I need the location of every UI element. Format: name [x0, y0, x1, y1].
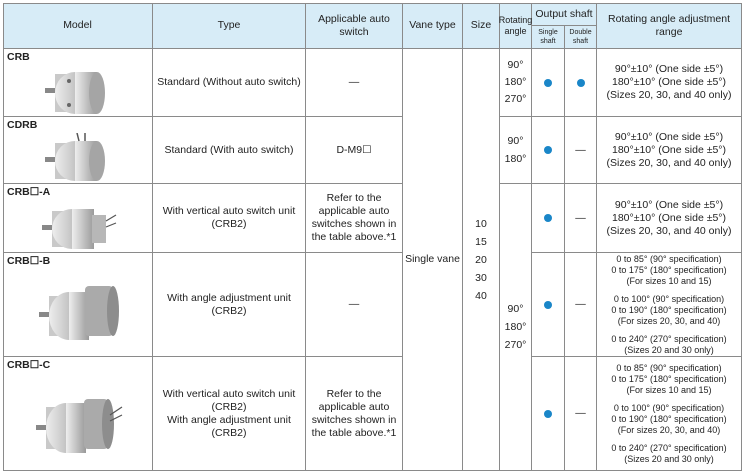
type-line: (CRB2) [211, 218, 247, 230]
size-value: 40 [475, 289, 487, 302]
header-double-shaft: Double shaft [565, 26, 597, 49]
rotary-actuator-icon [36, 201, 120, 251]
angle-value: 180° [504, 76, 527, 88]
switch-line: applicable auto [318, 400, 390, 413]
row-cdrb-auto-switch: D-M9☐ [306, 117, 403, 184]
row-crb-auto-switch: — [306, 49, 403, 117]
rotary-actuator-icon [39, 133, 117, 183]
range-line: 90°±10° (One side ±5°) [614, 63, 724, 75]
product-image [3, 200, 152, 252]
range-line: 90°±10° (One side ±5°) [614, 198, 724, 211]
row-crb-single-shaft [532, 49, 565, 117]
available-dot-icon [577, 79, 585, 87]
type-line: (CRB2) [211, 400, 247, 413]
range-line: (Sizes 20, 30, and 40 only) [606, 224, 732, 237]
row-crb-b-type [153, 253, 306, 357]
row-crb-c-type [153, 357, 306, 471]
type-line: With vertical auto switch unit [162, 205, 296, 217]
available-dot-icon [544, 301, 552, 309]
product-image [3, 269, 152, 356]
vane-type-cell: Single vane [403, 49, 463, 471]
range-line: 180°±10° (One side ±5°) [611, 211, 726, 224]
rotary-actuator-icon [32, 385, 124, 459]
row-crb-c-model [3, 357, 153, 471]
range-line: 0 to 190° (180° specification) [611, 304, 727, 315]
range-line: 180°±10° (One side ±5°) [611, 143, 726, 156]
row-crb-model [3, 49, 153, 117]
switch-line: Refer to the [326, 192, 382, 204]
row-crb-a-auto-switch [306, 184, 403, 253]
range-line: 90°±10° (One side ±5°) [614, 130, 724, 143]
angle-value: 90° [507, 135, 524, 147]
available-dot-icon [544, 79, 552, 87]
product-image [3, 373, 152, 470]
row-cdrb-type: Standard (With auto switch) [153, 117, 306, 184]
range-line: 0 to 240° (270° specification) [611, 442, 727, 453]
range-line: (Sizes 20, 30, and 40 only) [606, 156, 732, 169]
header-auto-switch: Applicable auto switch [306, 3, 403, 49]
merged-angles-cell [500, 184, 532, 471]
row-cdrb-model [3, 117, 153, 184]
range-line: 0 to 85° (90° specification) [616, 253, 722, 264]
row-crb-b-single-shaft [532, 253, 565, 357]
switch-line: applicable auto [318, 205, 390, 217]
size-value: 10 [475, 217, 487, 230]
switch-line: the table above.*1 [311, 231, 397, 243]
row-crb-range [597, 49, 742, 117]
angle-value: 90° [507, 59, 524, 71]
angle-value: 180° [504, 321, 527, 333]
row-crb-c-range [597, 357, 742, 471]
row-crb-double-shaft [565, 49, 597, 117]
row-crb-b-range [597, 253, 742, 357]
available-dot-icon [544, 410, 552, 418]
switch-line: switches shown in [311, 218, 397, 230]
model-name: CRB☐-B [7, 255, 51, 267]
spec-table [3, 3, 742, 471]
not-available-dash: — [575, 143, 586, 156]
range-line: (For sizes 10 and 15) [626, 275, 712, 286]
range-line: (Sizes 20 and 30 only) [624, 344, 714, 355]
type-line: With angle adjustment unit [167, 291, 291, 304]
header-size: Size [463, 3, 500, 49]
row-crb-type: Standard (Without auto switch) [153, 49, 306, 117]
type-line: With vertical auto switch unit [162, 387, 296, 400]
rotary-actuator-icon [39, 66, 117, 116]
row-crb-c-single-shaft [532, 357, 565, 471]
angle-value: 270° [504, 93, 527, 105]
available-dot-icon [544, 214, 552, 222]
range-line: 0 to 100° (90° specification) [613, 293, 725, 304]
model-name: CRB☐-A [7, 186, 51, 198]
range-line: (Sizes 20 and 30 only) [624, 453, 714, 464]
product-image [3, 65, 152, 116]
size-value: 20 [475, 253, 487, 266]
available-dot-icon [544, 146, 552, 154]
range-line: 0 to 85° (90° specification) [616, 362, 722, 373]
angle-value: 180° [504, 153, 527, 165]
rotary-actuator-icon [35, 278, 121, 348]
header-vane-type: Vane type [403, 3, 463, 49]
not-available-dash: — [575, 211, 586, 224]
range-line: 180°±10° (One side ±5°) [611, 76, 726, 88]
model-name: CDRB [7, 119, 38, 131]
header-single-shaft: Single shaft [532, 26, 565, 49]
model-name: CRB☐-C [7, 359, 51, 371]
header-output-shaft: Output shaft [532, 3, 597, 26]
not-available-dash: — [575, 298, 586, 310]
size-cell [463, 49, 500, 471]
range-line: (For sizes 20, 30, and 40) [617, 424, 721, 435]
header-adjust-range: Rotating angle adjustment range [597, 3, 742, 49]
angle-value: 90° [507, 303, 524, 315]
row-crb-a-model [3, 184, 153, 253]
range-line: 0 to 175° (180° specification) [611, 373, 727, 384]
row-crb-angles [500, 49, 532, 117]
size-value: 30 [475, 271, 487, 284]
type-line: (CRB2) [211, 426, 247, 439]
range-line: (Sizes 20, 30, and 40 only) [606, 89, 732, 101]
row-cdrb-single-shaft [532, 117, 565, 184]
size-value: 15 [475, 235, 487, 248]
row-crb-b-model [3, 253, 153, 357]
range-line: 0 to 175° (180° specification) [611, 264, 727, 275]
row-crb-c-double-shaft [565, 357, 597, 471]
row-crb-a-type [153, 184, 306, 253]
range-line: (For sizes 10 and 15) [626, 384, 712, 395]
header-model: Model [3, 3, 153, 49]
row-crb-c-auto-switch [306, 357, 403, 471]
row-cdrb-double-shaft [565, 117, 597, 184]
switch-line: Refer to the [326, 387, 382, 400]
range-line: 0 to 100° (90° specification) [613, 402, 725, 413]
type-line: With angle adjustment unit [167, 413, 291, 426]
row-crb-a-range [597, 184, 742, 253]
not-available-dash: — [575, 407, 586, 419]
switch-line: switches shown in [311, 413, 397, 426]
header-type: Type [153, 3, 306, 49]
range-line: (For sizes 20, 30, and 40) [617, 315, 721, 326]
row-crb-b-double-shaft [565, 253, 597, 357]
row-cdrb-range [597, 117, 742, 184]
row-crb-b-auto-switch: — [306, 253, 403, 357]
row-cdrb-angles [500, 117, 532, 184]
type-line: (CRB2) [211, 304, 247, 317]
product-image [3, 133, 152, 183]
header-rotating-angle: Rotating angle [500, 3, 532, 49]
angle-value: 270° [504, 339, 527, 351]
range-line: 0 to 240° (270° specification) [611, 333, 727, 344]
model-name: CRB [7, 51, 30, 63]
switch-line: the table above.*1 [311, 426, 397, 439]
row-crb-a-single-shaft [532, 184, 565, 253]
range-line: 0 to 190° (180° specification) [611, 413, 727, 424]
row-crb-a-double-shaft [565, 184, 597, 253]
